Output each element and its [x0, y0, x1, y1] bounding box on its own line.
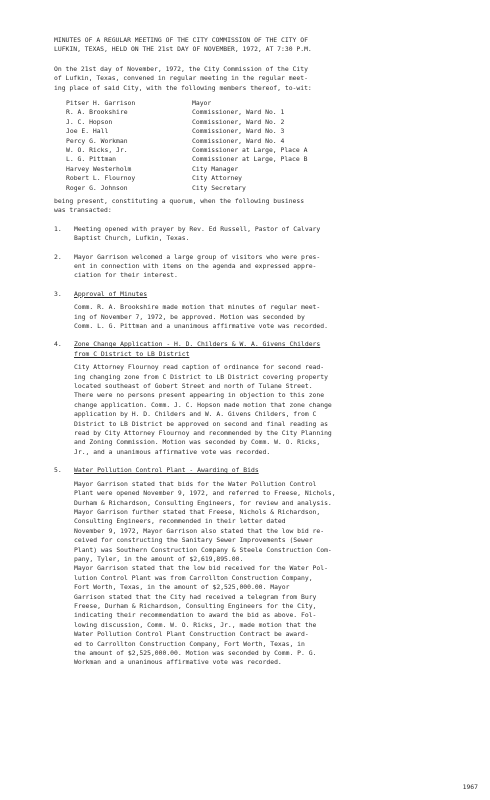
- title-line: LUFKIN, TEXAS, HELD ON THE 21st DAY OF NOVEMBER, 1972, AT 7:30 P.M.: [54, 45, 312, 54]
- intro-line: of Lufkin, Texas, convened in regular meeting in the regular meet-: [54, 74, 308, 83]
- member-name: R. A. Brookshire: [66, 108, 128, 117]
- roster-row: [66, 165, 454, 174]
- item-number: 3.: [54, 289, 62, 298]
- member-name: J. C. Hopson: [66, 117, 113, 126]
- item-line: ceived for constructing the Sanitary Sewer Improvements (Sewer: [74, 536, 313, 545]
- item-heading: Water Pollution Control Plant - Awarding of Bids: [74, 466, 259, 475]
- item-line: Freese, Durham & Richardson, Consulting Engineers for the City,: [74, 601, 317, 610]
- roster-row: [66, 108, 454, 117]
- item-line: located southeast of Gobert Street and north of Tulane Street.: [74, 382, 313, 391]
- item-number: 1.: [54, 224, 62, 233]
- item-heading: from C District to LB District: [74, 349, 190, 358]
- page-number: 1967: [462, 782, 478, 791]
- agenda-item-1: [54, 225, 454, 244]
- item-line: Mayor Garrison welcomed a large group of visitors who were pres-: [74, 252, 321, 261]
- agenda-item-3: [54, 290, 454, 332]
- item-line: Workman and a unanimous affirmative vote was recorded.: [74, 658, 282, 667]
- quorum-line: was transacted:: [54, 206, 112, 215]
- item-line: read by City Attorney Flournoy and recommended by the City Planning: [74, 429, 332, 438]
- item-line: There were no persons present appearing in objection to this zone: [74, 391, 325, 400]
- item-line: Meeting opened with prayer by Rev. Ed Russell, Pastor of Calvary: [74, 224, 321, 233]
- item-line: lowing discussion, Comm. W. O. Ricks, Jr., made motion that the: [74, 620, 317, 629]
- member-office: City Manager: [192, 164, 239, 173]
- minutes-title: [54, 36, 454, 55]
- intro-paragraph: [54, 65, 454, 93]
- member-name: Joe E. Hall: [66, 127, 109, 136]
- member-office: City Secretary: [192, 183, 246, 192]
- attendance-roster: [66, 99, 454, 193]
- item-line: ing of November 7, 1972, be approved. Motion was seconded by: [74, 312, 305, 321]
- item-line: ciation for their interest.: [74, 271, 178, 280]
- member-office: Commissioner at Large, Place B: [192, 155, 308, 164]
- item-line: ed to Carrollton Construction Company, Fort Worth, Texas, in: [74, 639, 305, 648]
- member-office: City Attorney: [192, 174, 243, 183]
- item-number: 2.: [54, 252, 62, 261]
- item-line: Mayor Garrison further stated that Freese, Nichols & Richardson,: [74, 507, 321, 516]
- member-office: Commissioner, Ward No. 3: [192, 127, 285, 136]
- minutes-document: [54, 36, 454, 668]
- item-line: Consulting Engineers, recommended in their letter dated: [74, 517, 286, 526]
- item-heading: Zone Change Application - H. D. Childers & W. A. Givens Childers: [74, 340, 321, 349]
- item-line: Durham & Richardson, Consulting Engineers, for review and analysis.: [74, 498, 332, 507]
- member-name: W. O. Ricks, Jr.: [66, 145, 128, 154]
- item-line: Mayor Garrison stated that bids for the Water Pollution Control: [74, 479, 317, 488]
- item-line: ing changing zone from C District to LB District covering property: [74, 372, 328, 381]
- item-line: lution Control Plant was from Carrollton Construction Company,: [74, 573, 313, 582]
- agenda-item-2: [54, 253, 454, 281]
- member-office: Commissioner, Ward No. 2: [192, 117, 285, 126]
- item-line: Fort Worth, Texas, in the amount of $2,525,000.00. Mayor: [74, 583, 290, 592]
- item-line: indicating their recommendation to award the bid as above. Fol-: [74, 611, 317, 620]
- item-line: Plant were opened November 9, 1972, and referred to Freese, Nichols,: [74, 489, 336, 498]
- item-line: Garrison stated that the City had received a telegram from Bury: [74, 592, 317, 601]
- roster-row: [66, 174, 454, 183]
- item-line: City Attorney Flournoy read caption of ordinance for second read-: [74, 363, 325, 372]
- item-line: pany, Tyler, in the amount of $2,619,895.00.: [74, 554, 244, 563]
- roster-row: [66, 146, 454, 155]
- item-body: [74, 363, 454, 457]
- item-line: Comm. R. A. Brookshire made motion that minutes of regular meet-: [74, 303, 321, 312]
- roster-row: [66, 137, 454, 146]
- quorum-statement: [54, 197, 454, 216]
- intro-line: ing place of said City, with the following members thereof, to-wit:: [54, 83, 312, 92]
- roster-row: [66, 184, 454, 193]
- member-office: Mayor: [192, 99, 212, 108]
- item-line: November 9, 1972, Mayor Garrison also stated that the low bid re-: [74, 526, 325, 535]
- item-content: [74, 340, 454, 457]
- item-line: Water Pollution Control Plant Construction Contract be award-: [74, 630, 309, 639]
- title-line: MINUTES OF A REGULAR MEETING OF THE CITY COMMISSION OF THE CITY OF: [54, 36, 308, 44]
- item-line: change application. Comm. J. C. Hopson made motion that zone change: [74, 400, 332, 409]
- item-body: [74, 303, 454, 331]
- item-content: [74, 290, 454, 332]
- item-heading: Approval of Minutes: [74, 289, 148, 298]
- quorum-line: being present, constituting a quorum, when the following business: [54, 196, 305, 205]
- item-number: 5.: [54, 466, 62, 475]
- roster-row: [66, 99, 454, 108]
- member-office: Commissioner, Ward No. 4: [192, 136, 285, 145]
- item-number: 4.: [54, 340, 62, 349]
- item-line: Baptist Church, Lufkin, Texas.: [74, 234, 190, 243]
- roster-row: [66, 118, 454, 127]
- item-content: [74, 225, 454, 244]
- member-office: Commissioner at Large, Place A: [192, 145, 308, 154]
- item-line: Mayor Garrison stated that the low bid received for the Water Pol-: [74, 564, 328, 573]
- agenda-item-4: [54, 340, 454, 457]
- item-content: [74, 466, 454, 668]
- member-name: L. G. Pittman: [66, 155, 117, 164]
- member-name: Pitser H. Garrison: [66, 99, 136, 108]
- item-body: [74, 480, 454, 668]
- member-name: Harvey Westerholm: [66, 164, 132, 173]
- roster-row: [66, 155, 454, 164]
- item-line: District to LB District be approved on second and final reading as: [74, 419, 328, 428]
- roster-row: [66, 127, 454, 136]
- member-name: Percy G. Workman: [66, 136, 128, 145]
- item-line: Comm. L. G. Pittman and a unanimous affirmative vote was recorded.: [74, 322, 328, 330]
- item-line: and Zoning Commission. Motion was seconded by Comm. W. O. Ricks,: [74, 438, 321, 447]
- item-line: ent in connection with items on the agenda and expressed appre-: [74, 261, 317, 270]
- item-line: application by H. D. Childers and W. A. Givens Childers, from C: [74, 410, 317, 419]
- item-line: Jr., and a unanimous affirmative vote was recorded.: [74, 447, 271, 456]
- item-line: the amount of $2,525,000.00. Motion was seconded by Comm. P. G.: [74, 649, 317, 657]
- intro-line: On the 21st day of November, 1972, the City Commission of the City: [54, 64, 308, 73]
- member-name: Roger G. Johnson: [66, 183, 128, 192]
- member-name: Robert L. Flournoy: [66, 174, 136, 183]
- item-line: Plant) was Southern Construction Company & Steele Construction Com-: [74, 545, 332, 554]
- member-office: Commissioner, Ward No. 1: [192, 108, 285, 117]
- agenda-item-5: [54, 466, 454, 668]
- item-content: [74, 253, 454, 281]
